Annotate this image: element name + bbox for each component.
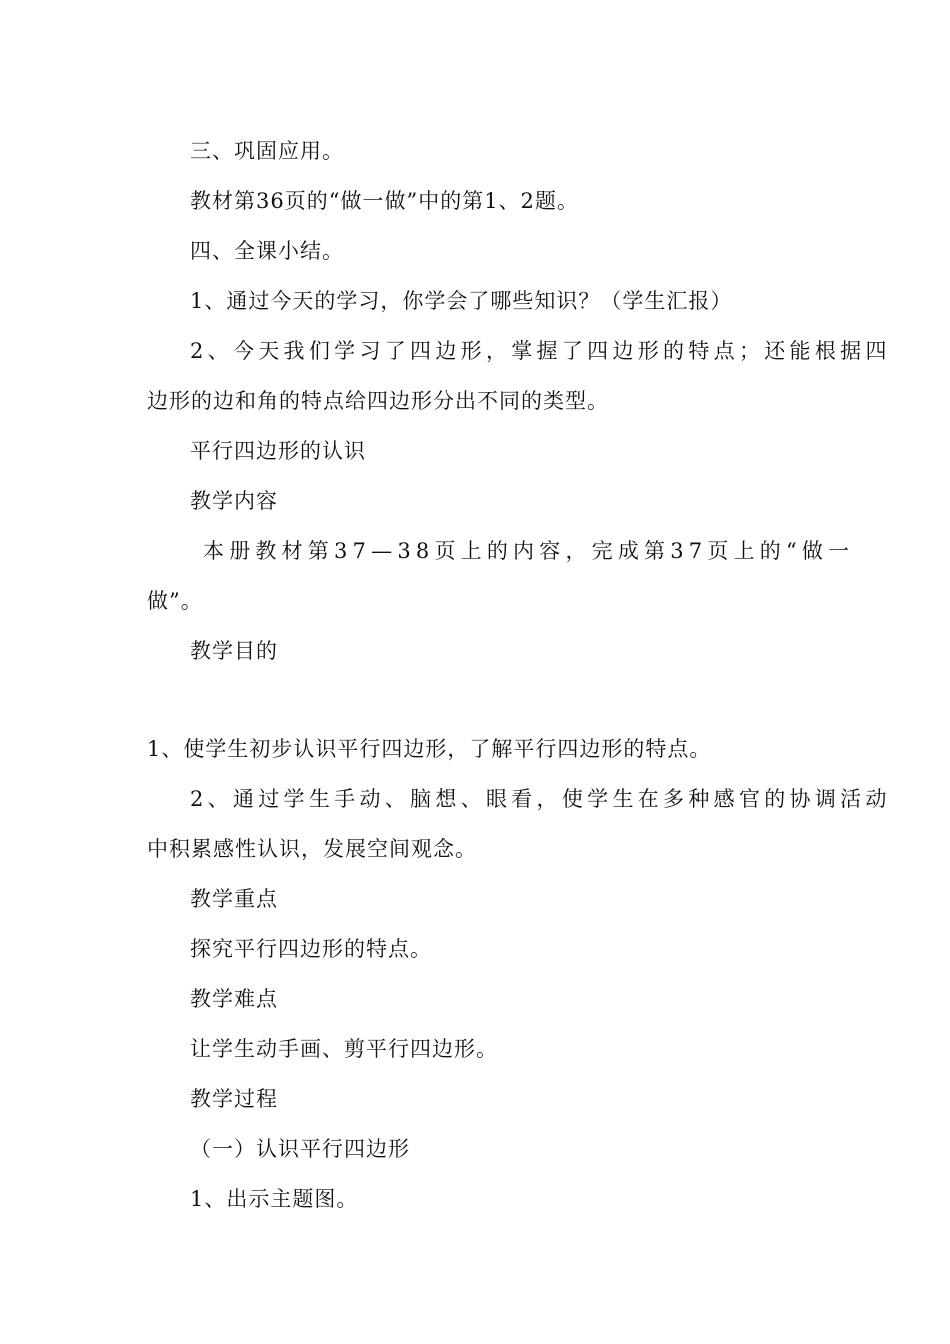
heading-teaching-content: 教学内容 (190, 489, 278, 513)
section-heading-consolidate: 三、巩固应用。 (190, 139, 344, 163)
goal-item-1: 1、使学生初步认识平行四边形，了解平行四边形的特点。 (147, 737, 712, 761)
summary-item-2-continued: 边形的边和角的特点给四边形分出不同的类型。 (147, 389, 609, 413)
paragraph-difficulties: 让学生动手画、剪平行四边形。 (190, 1037, 498, 1061)
summary-item-1: 1、通过今天的学习，你学会了哪些知识？（学生汇报） (190, 289, 733, 313)
paragraph-key-points: 探究平行四边形的特点。 (190, 937, 432, 961)
goal-item-2: 2、通过学生手动、脑想、眼看，使学生在多种感官的协调活动 (190, 787, 891, 811)
lesson-title: 平行四边形的认识 (190, 439, 366, 463)
heading-teaching-process: 教学过程 (190, 1087, 278, 1111)
paragraph-teaching-content-continued: 做”。 (147, 589, 203, 613)
goal-item-2-continued: 中积累感性认识，发展空间观念。 (147, 837, 477, 861)
summary-item-2: 2、今天我们学习了四边形，掌握了四边形的特点；还能根据四 (190, 339, 891, 363)
heading-difficulties: 教学难点 (190, 987, 278, 1011)
heading-key-points: 教学重点 (190, 887, 278, 911)
section-heading-summary: 四、全课小结。 (190, 239, 344, 263)
heading-teaching-goals: 教学目的 (190, 639, 278, 663)
paragraph-textbook-exercise: 教材第36页的“做一做”中的第1、2题。 (190, 189, 579, 213)
paragraph-teaching-content: 本册教材第37—38页上的内容，完成第37页上的“做一 (203, 539, 855, 563)
process-step-1: 1、出示主题图。 (190, 1187, 359, 1211)
subheading-recognize-parallelogram: （一）认识平行四边形 (190, 1137, 410, 1161)
